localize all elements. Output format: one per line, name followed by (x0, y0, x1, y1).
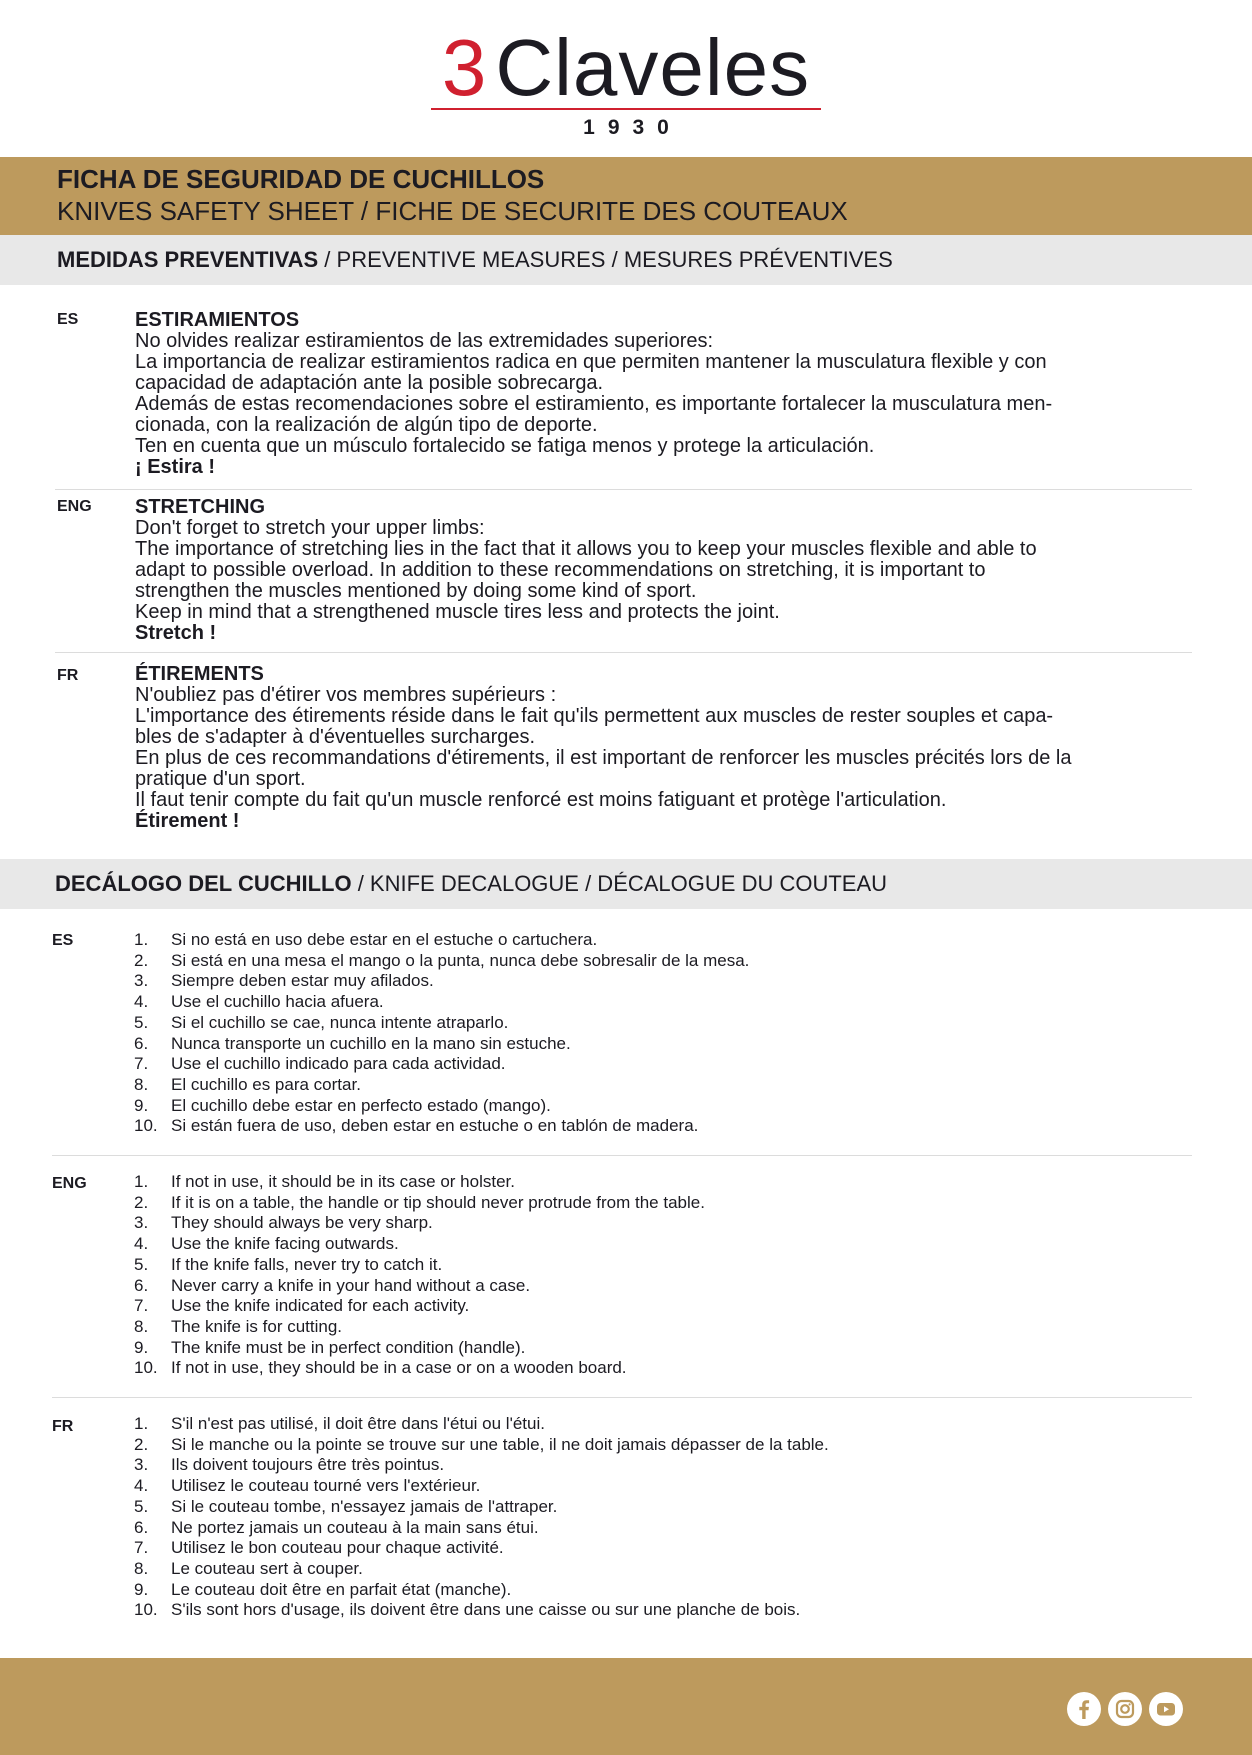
logo-number: 3 (441, 23, 488, 112)
list-item: 4. Use el cuchillo hacia afuera. (134, 992, 384, 1012)
block-line: Ten en cuenta que un músculo fortalecido se fatiga menos y protege la articulación. (135, 435, 875, 457)
decalogue-list-es (134, 930, 1214, 1137)
divider (55, 652, 1192, 653)
list-item: 5. Si el cuchillo se cae, nunca intente atraparlo. (134, 1012, 509, 1032)
block-line: Don't forget to stretch your upper limbs: (135, 517, 485, 539)
list-item: 4. Utilisez le couteau tourné vers l'extérieur. (134, 1476, 481, 1496)
block-line: capacidad de adaptación ante la posible sobrecarga. (135, 372, 604, 394)
decalogue-list-eng (134, 1172, 1214, 1379)
block-closing: Étirement ! (135, 810, 240, 832)
logo-name: Claveles (495, 23, 811, 112)
list-item: 6. Nunca transporte un cuchillo en la mano sin estuche. (134, 1033, 571, 1053)
instagram-icon[interactable] (1108, 1692, 1142, 1726)
footer-band (0, 1658, 1252, 1755)
section-heading-preventive (0, 235, 1252, 285)
list-item: 8. El cuchillo es para cortar. (134, 1074, 361, 1094)
brand-logo (0, 23, 1252, 140)
list-item: 5. Si le couteau tombe, n'essayez jamais de l'attraper. (134, 1496, 558, 1516)
list-item: 9. The knife must be in perfect condition (handle). (134, 1337, 526, 1357)
block-title: ESTIRAMIENTOS (135, 309, 300, 331)
block-line: strengthen the muscles mentioned by doing some kind of sport. (135, 580, 697, 602)
logo-wordmark (0, 23, 1252, 112)
list-item: 6. Never carry a knife in your hand without a case. (134, 1275, 531, 1295)
list-item: 1. S'il n'est pas utilisé, il doit être dans l'étui ou l'étui. (134, 1414, 545, 1433)
block-line: En plus de ces recommandations d'étirements, il est important de renforcer les muscles précités lors de la (135, 747, 1072, 769)
lang-tag-eng: ENG (52, 1175, 87, 1192)
section-heading-bold: DECÁLOGO DEL CUCHILLO (55, 871, 352, 896)
block-line: N'oubliez pas d'étirer vos membres supérieurs : (135, 684, 557, 706)
list-item: 7. Use the knife indicated for each activity. (134, 1296, 470, 1316)
divider (55, 489, 1192, 490)
lang-tag-es: ES (57, 311, 79, 328)
logo-year: 1930 (583, 116, 682, 139)
list-item: 4. Use the knife facing outwards. (134, 1234, 399, 1254)
list-item: 3. Ils doivent toujours être très pointus. (134, 1455, 445, 1475)
list-item: 1. Si no está en uso debe estar en el estuche o cartuchera. (134, 930, 598, 949)
block-line: No olvides realizar estiramientos de las extremidades superiores: (135, 330, 714, 352)
list-item: 3. They should always be very sharp. (134, 1213, 433, 1233)
block-line: cionada, con la realización de algún tipo de deporte. (135, 414, 598, 436)
decalogue-list-fr (134, 1414, 1214, 1621)
section-heading-rest: / KNIFE DECALOGUE / DÉCALOGUE DU COUTEAU (351, 871, 888, 896)
facebook-icon[interactable] (1067, 1692, 1101, 1726)
section-heading-rest: / PREVENTIVE MEASURES / MESURES PRÉVENTIVES (318, 247, 893, 272)
block-closing: Stretch ! (135, 622, 217, 644)
section-heading-decalogue (0, 859, 1252, 909)
lang-tag-fr: FR (52, 1418, 74, 1435)
block-line: L'importance des étirements réside dans le fait qu'ils permettent aux muscles de rester souples et capa- (135, 705, 1054, 727)
list-item: 6. Ne portez jamais un couteau à la main sans étui. (134, 1517, 539, 1537)
list-item: 5. If the knife falls, never try to catch it. (134, 1254, 443, 1274)
list-item: 10. Si están fuera de uso, deben estar en estuche o en tablón de madera. (134, 1116, 699, 1136)
page-subtitle: KNIVES SAFETY SHEET / FICHE DE SECURITE DES COUTEAUX (57, 196, 848, 226)
list-item: 7. Utilisez le bon couteau pour chaque activité. (134, 1538, 504, 1558)
stretching-block-fr (135, 664, 1195, 832)
stretching-block-es (135, 310, 1195, 478)
section-heading-bold: MEDIDAS PREVENTIVAS (57, 247, 319, 272)
lang-tag-eng: ENG (57, 498, 92, 515)
page-title: FICHA DE SEGURIDAD DE CUCHILLOS (57, 164, 545, 194)
lang-tag-fr: FR (57, 667, 79, 684)
list-item: 10. S'ils sont hors d'usage, ils doivent être dans une caisse ou sur une planche de bois. (134, 1600, 801, 1620)
block-line: Además de estas recomendaciones sobre el estiramiento, es importante fortalecer la musculatura men- (135, 393, 1053, 415)
block-title: ÉTIREMENTS (135, 663, 264, 685)
block-line: Keep in mind that a strengthened muscle tires less and protects the joint. (135, 601, 780, 623)
block-line: The importance of stretching lies in the fact that it allows you to keep your muscles flexible and able to (135, 538, 1037, 560)
title-band (0, 157, 1252, 235)
block-title: STRETCHING (135, 496, 265, 518)
divider (52, 1397, 1192, 1398)
divider (52, 1155, 1192, 1156)
list-item: 1. If not in use, it should be in its case or holster. (134, 1172, 515, 1191)
list-item: 8. The knife is for cutting. (134, 1316, 343, 1336)
list-item: 2. If it is on a table, the handle or tip should never protrude from the table. (134, 1192, 705, 1212)
block-line: adapt to possible overload. In addition to these recommendations on stretching, it is important to (135, 559, 986, 581)
list-item: 2. Si le manche ou la pointe se trouve sur une table, il ne doit jamais dépasser de la table. (134, 1434, 829, 1454)
block-line: Il faut tenir compte du fait qu'un muscle renforcé est moins fatiguant et protège l'articulation. (135, 789, 947, 811)
list-item: 9. Le couteau doit être en parfait état (manche). (134, 1579, 512, 1599)
youtube-icon[interactable] (1149, 1692, 1183, 1726)
list-item: 10. If not in use, they should be in a case or on a wooden board. (134, 1358, 627, 1378)
list-item: 7. Use el cuchillo indicado para cada actividad. (134, 1054, 506, 1074)
block-line: La importancia de realizar estiramientos radica en que permiten mantener la musculatura flexible y con (135, 351, 1047, 373)
list-item: 2. Si está en una mesa el mango o la punta, nunca debe sobresalir de la mesa. (134, 950, 750, 970)
lang-tag-es: ES (52, 932, 74, 949)
list-item: 3. Siempre deben estar muy afilados. (134, 971, 434, 991)
list-item: 8. Le couteau sert à couper. (134, 1558, 363, 1578)
stretching-block-eng (135, 497, 1195, 644)
block-line: bles de s'adapter à d'éventuelles surcharges. (135, 726, 536, 748)
block-closing: ¡ Estira ! (135, 456, 216, 478)
list-item: 9. El cuchillo debe estar en perfecto estado (mango). (134, 1095, 551, 1115)
block-line: pratique d'un sport. (135, 768, 306, 790)
